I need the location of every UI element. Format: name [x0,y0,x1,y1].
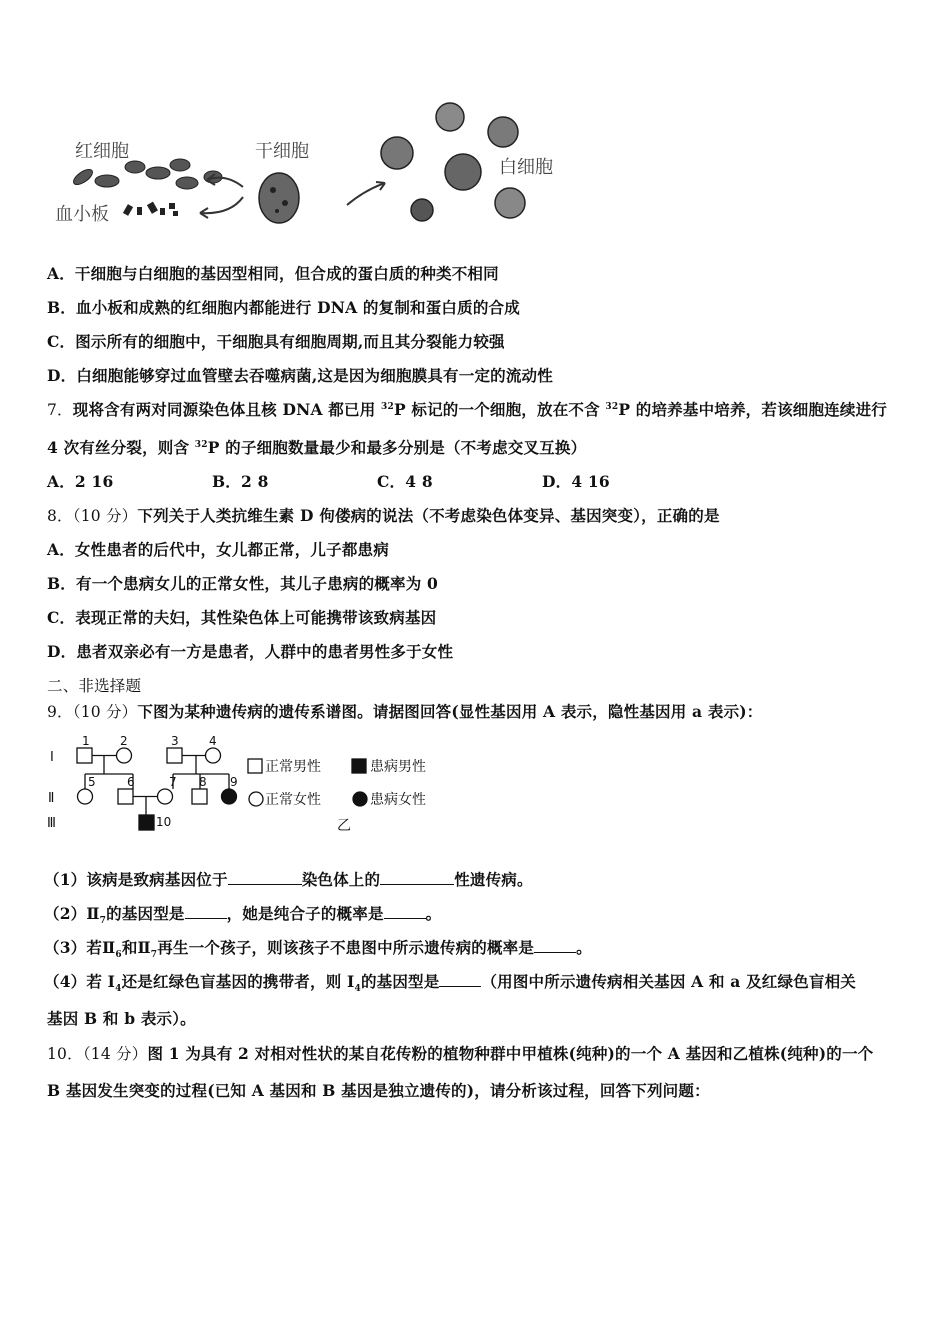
q10-stem-line2: B 基因发生突变的过程(已知 A 基因和 B 基因是独立遗传的)，请分析该过程，回答下列问题： [47,1081,710,1100]
label-5: 5 [88,775,96,789]
q10-stem-line1: 10．（14 分）图 1 为具有 2 对相对性状的某自花传粉的植物种群中甲植株(纯种)的一个 A 基因和乙植株(纯种)的一个 [47,1044,874,1063]
q8-option-c: C．表现正常的夫妇，其性染色体上可能携带该致病基因 [47,608,437,627]
label-stem-cell: 干细胞 [255,141,309,162]
q9-sub4-line2: 基因 B 和 b 表示）。 [47,1009,196,1028]
q7-option-c: C．4 8 [377,472,433,491]
label-1: 1 [82,734,90,748]
q7-option-a: A．2 16 [47,472,114,491]
label-4: 4 [209,734,217,748]
q6-option-c: C．图示所有的细胞中，干细胞具有细胞周期,而且其分裂能力较强 [47,332,505,351]
q7-stem-line2: 4 次有丝分裂，则含 $^{32}$P 的子细胞数量最少和最多分别是（不考虑交叉互换） [47,438,587,457]
answer-blank[interactable] [534,950,576,953]
label-white-blood-cell: 白细胞 [499,157,553,178]
generation-iii-label: Ⅲ [47,816,56,831]
cell-differentiation-figure [55,95,595,230]
individual-9 [222,789,237,804]
individual-2 [117,748,132,763]
label-9: 9 [230,775,238,789]
q9-sub3: （3）若$Ⅱ_6$和$Ⅱ_7$再生一个孩子，则该孩子不患图中所示遗传病的概率是 。 [44,938,592,961]
q9-stem: 9．（10 分）下图为某种遗传病的遗传系谱图。请据图回答(显性基因用 A 表示，隐性基因用 a 表示)： [47,702,763,721]
label-8: 8 [199,775,207,789]
answer-blank[interactable] [228,882,302,885]
individual-5 [78,789,93,804]
arrow-to-wbc-icon [347,183,385,205]
q8-option-a: A．女性患者的后代中，女儿都正常，儿子都患病 [47,540,389,559]
legend-affected-female: 患病女性 [370,792,426,808]
legend-affected-female-icon [353,792,367,806]
q9-sub4-line1: （4）若 $I_4$还是红绿色盲基因的携带者，则 $I_4$的基因型是 （用图中所示遗传病相关基因 A 和 a 及红绿色盲相关 [44,972,857,995]
individual-3 [167,748,182,763]
label-10: 10 [156,815,172,829]
arrow-to-platelet-icon [200,197,243,213]
individual-6 [118,789,133,804]
q8-stem: 8．（10 分）下列关于人类抗维生素 D 佝偻病的说法（不考虑染色体变异、基因突变），正确的是 [47,506,720,525]
legend-normal-female-icon [249,792,263,806]
label-platelet: 血小板 [55,204,109,225]
label-2: 2 [120,734,128,748]
q8-option-d: D．患者双亲必有一方是患者，人群中的患者男性多于女性 [47,642,454,661]
q6-option-d: D．白细胞能够穿过血管壁去吞噬病菌,这是因为细胞膜具有一定的流动性 [47,366,553,385]
q6-option-a: A．干细胞与白细胞的基因型相同，但合成的蛋白质的种类不相同 [47,264,499,283]
answer-blank[interactable] [439,984,481,987]
generation-i-label: Ⅰ [50,750,54,765]
answer-blank[interactable] [380,882,454,885]
legend-normal-male-icon [248,759,262,773]
generation-ii-label: Ⅱ [48,791,55,806]
individual-10 [139,815,154,830]
q9-sub2: $(2)Ⅱ_7$的基因型是 ，她是纯合子的概率是 。 [44,904,442,927]
label-6: 6 [127,775,135,789]
label-3: 3 [171,734,179,748]
individual-8 [192,789,207,804]
q6-option-b: B．血小板和成熟的红细胞内都能进行 DNA 的复制和蛋白质的合成 [47,298,520,317]
individual-4 [206,748,221,763]
legend-affected-male: 患病男性 [370,759,426,775]
answer-blank[interactable] [185,916,227,919]
individual-7 [158,789,173,804]
answer-blank[interactable] [384,916,426,919]
pedigree-chart [45,728,455,838]
stem-cell [259,173,299,223]
legend-normal-female: 正常女性 [265,792,321,808]
q8-option-b: B．有一个患病女儿的正常女性，其儿子患病的概率为 0 [47,574,438,593]
legend-normal-male: 正常男性 [265,759,321,775]
q7-option-d: D．4 16 [542,472,610,491]
q9-sub1: （1）该病是致病基因位于 染色体上的 性遗传病。 [44,870,533,889]
red-blood-cells [71,159,222,189]
section-heading: 二、非选择题 [47,677,142,695]
pedigree-caption: 乙 [337,818,351,834]
q7-option-b: B．2 8 [212,472,269,491]
platelets [123,202,178,216]
q7-stem-line1: 7．现将含有两对同源染色体且核 DNA 都已用 $^{32}$P 标记的一个细胞，放在不含 $^{32}$P 的培养基中培养，若该细胞连续进行 [47,400,887,419]
individual-1 [77,748,92,763]
label-7: 7 [169,775,177,789]
legend-affected-male-icon [352,759,366,773]
label-red-blood-cell: 红细胞 [75,141,129,162]
